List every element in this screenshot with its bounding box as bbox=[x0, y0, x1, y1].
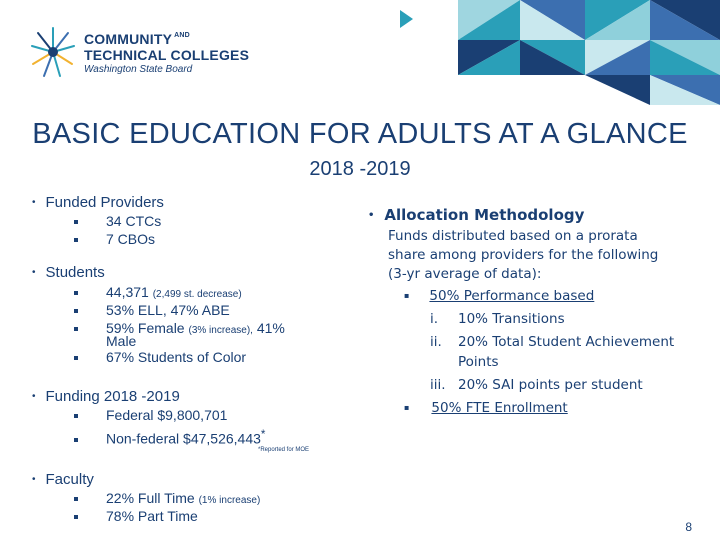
list-item: 34 CTCs bbox=[72, 212, 161, 230]
page-title: BASIC EDUCATION FOR ADULTS AT A GLANCE bbox=[32, 118, 688, 150]
play-triangle-icon bbox=[400, 10, 413, 28]
roman-item: i. 10% Transitions bbox=[430, 311, 565, 327]
list-item: 53% ELL, 47% ABE bbox=[72, 301, 230, 319]
list-item: 22% Full Time (1% increase) bbox=[72, 489, 260, 510]
roman-item: iii. 20% SAI points per student bbox=[430, 377, 643, 393]
asterisk-marker: * bbox=[260, 428, 266, 441]
logo-star-icon bbox=[30, 24, 76, 80]
logo-line2: TECHNICAL COLLEGES bbox=[84, 47, 250, 63]
list-item: 7 CBOs bbox=[72, 230, 155, 248]
list-item: 78% Part Time bbox=[72, 507, 198, 525]
logo-line1: COMMUNITY bbox=[84, 31, 173, 47]
list-item: 67% Students of Color bbox=[72, 348, 246, 366]
page-subtitle: 2018 -2019 bbox=[309, 158, 411, 180]
funded-providers-heading: • Funded Providers bbox=[32, 194, 164, 211]
list-item: 59% Female (3% increase), 41% bbox=[72, 319, 285, 340]
roman-item: ii. 20% Total Student Achievement bbox=[430, 334, 675, 350]
roman-item-continuation: Points bbox=[458, 354, 499, 370]
performance-item: ▪ 50% Performance based bbox=[404, 288, 595, 304]
logo bbox=[84, 32, 249, 75]
funding-heading: • Funding 2018 -2019 bbox=[32, 388, 180, 405]
faculty-heading: • Faculty bbox=[32, 471, 94, 488]
funding-footnote: *Reported for MOE bbox=[258, 447, 310, 453]
list-item: Non-federal $47,526,443* bbox=[72, 426, 265, 448]
list-item: Federal $9,800,701 bbox=[72, 406, 227, 424]
students-heading: • Students bbox=[32, 264, 105, 281]
allocation-heading: • Allocation Methodology bbox=[368, 206, 585, 224]
list-item-continuation: Male bbox=[106, 333, 137, 349]
logo-line3: Washington State Board bbox=[84, 64, 193, 75]
page-number: 8 bbox=[685, 520, 692, 534]
logo-and: AND bbox=[174, 32, 190, 39]
list-item: 44,371 (2,499 st. decrease) bbox=[72, 283, 242, 304]
fte-item: ▪ 50% FTE Enrollment bbox=[404, 400, 568, 416]
allocation-description: Funds distributed based on a prorata share among providers for the following (3-yr average of data): bbox=[388, 228, 659, 282]
